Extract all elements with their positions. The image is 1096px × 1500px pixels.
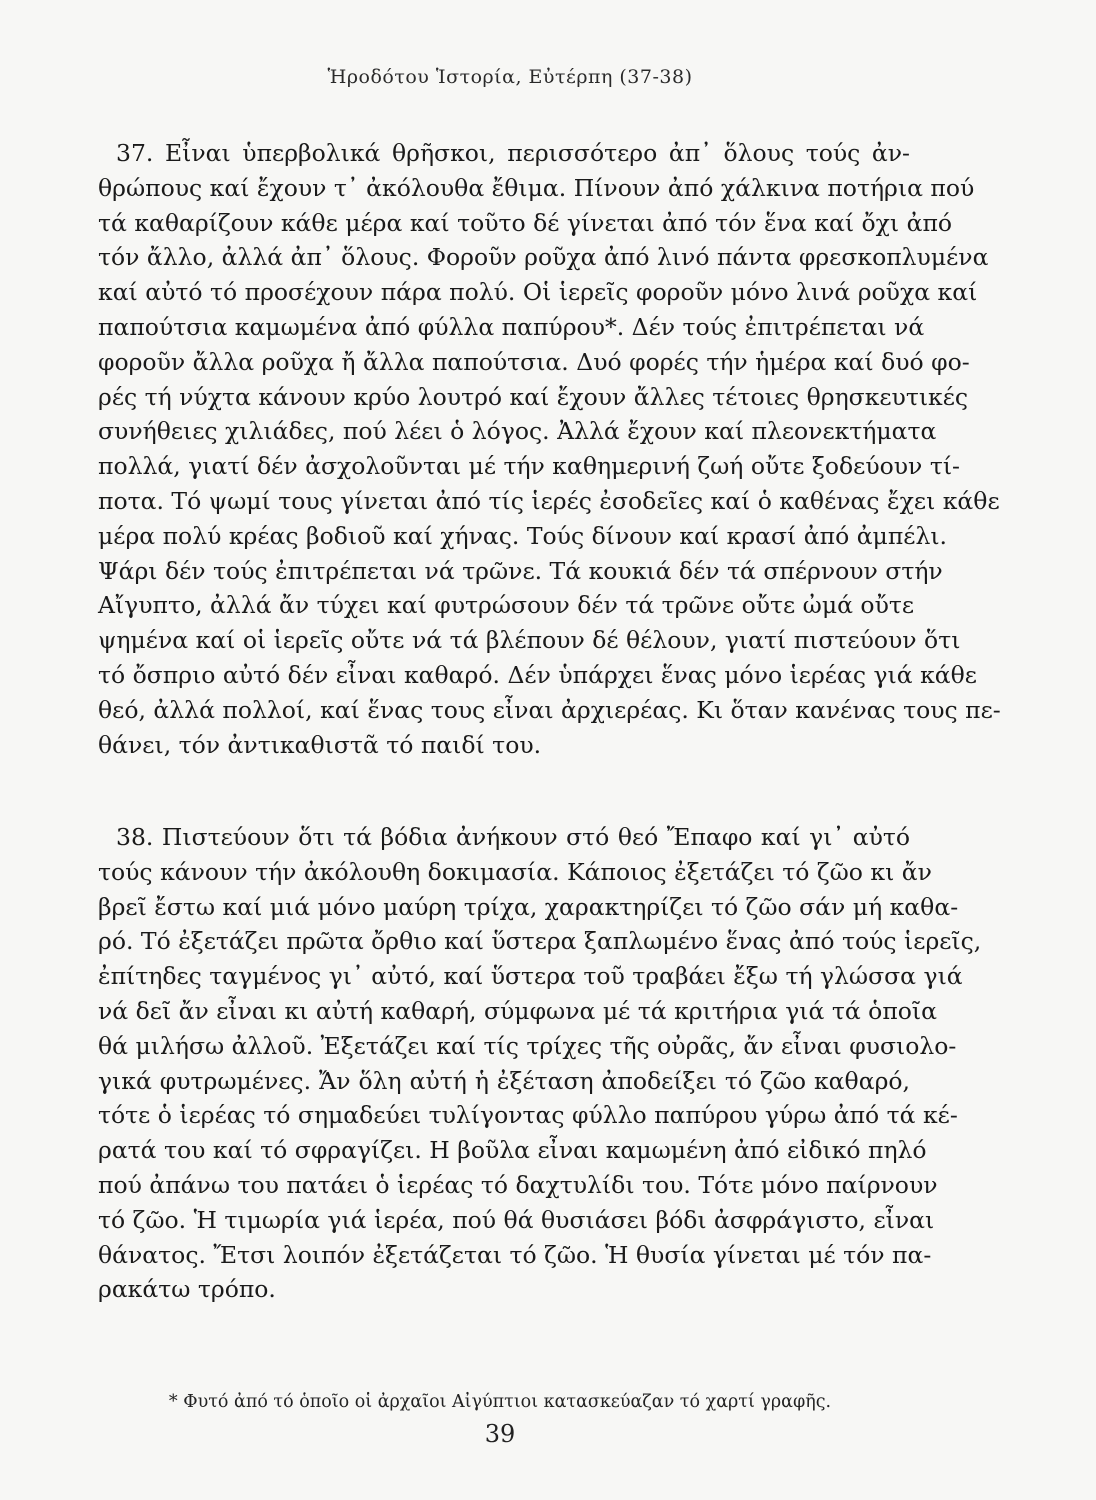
text-line: τά καθαρίζουν κάθε μέρα καί τοῦτο δέ γίνεται ἀπό τόν ἕνα καί ὄχι ἀπό [98,208,953,237]
text-line: ρακάτω τρόπο. [98,1275,276,1304]
text-line: ρατά του καί τό σφραγίζει. Η βοῦλα εἶναι καμωμένη ἀπό εἰδικό πηλό [98,1136,927,1165]
text-line: ρές τή νύχτα κάνουν κρύο λουτρό καί ἔχουν ἄλλες τέτοιες θρησκευτικές [98,382,969,411]
text-line: θεό, ἀλλά πολλοί, καί ἕνας τους εἶναι ἀρχιερέας. Κι ὅταν κανένας τους πε- [98,695,1001,724]
text-line: τό ὄσπριο αὐτό δέν εἶναι καθαρό. Δέν ὑπάρχει ἕνας μόνο ἱερέας γιά κάθε [98,660,977,689]
text-line: ψημένα καί οἱ ἱερεῖς οὔτε νά τά βλέπουν δέ θέλουν, γιατί πιστεύουν ὅτι [98,626,961,655]
paragraph-37 [98,136,1001,762]
text-line: καί αὐτό τό προσέχουν πάρα πολύ. Οἱ ἱερεῖς φοροῦν μόνο λινά ροῦχα καί [98,278,978,307]
text-line: 37. Εἶναι ὑπερβολικά θρῆσκοι, περισσότερο ἀπ᾽ ὅλους τούς ἀν- [116,139,910,167]
text-line: ποτα. Τό ψωμί τους γίνεται ἀπό τίς ἱερές ἐσοδεῖες καί ὁ καθένας ἔχει κάθε [98,486,1000,515]
text-line: μέρα πολύ κρέας βοδιοῦ καί χήνας. Τούς δίνουν καί κρασί ἀπό ἀμπέλι. [98,521,948,550]
section-37 [98,136,1001,762]
text-line: γικά φυτρωμένες. Ἄν ὅλη αὐτή ἡ ἐξέταση ἀποδείξει τό ζῶο καθαρό, [98,1066,910,1095]
text-line: παπούτσια καμωμένα ἀπό φύλλα παπύρου*. Δέν τούς ἐπιτρέπεται νά [98,312,925,341]
text-line: τούς κάνουν τήν ἀκόλουθη δοκιμασία. Κάποιος ἐξετάζει τό ζῶο κι ἄν [98,857,932,886]
text-line: νά δεῖ ἄν εἶναι κι αὐτή καθαρή, σύμφωνα μέ τά κριτήρια γιά τά ὁποῖα [98,996,938,1025]
footnote: * Φυτό ἀπό τό ὁποῖο οἱ ἀρχαῖοι Αἰγύπτιοι κατασκεύαζαν τό χαρτί γραφῆς. [168,1392,832,1412]
text-line: θάνει, τόν ἀντικαθιστᾶ τό παιδί του. [98,730,542,759]
section-38 [98,820,982,1307]
text-line: βρεῖ ἔστω καί μιά μόνο μαύρη τρίχα, χαρακτηρίζει τό ζῶο σάν μή καθα- [98,892,959,921]
text-line: συνήθειες χιλιάδες, πού λέει ὁ λόγος. Ἀλλά ἔχουν καί πλεονεκτήματα [98,417,937,446]
text-line: ρό. Τό ἐξετάζει πρῶτα ὄρθιο καί ὕστερα ξαπλωμένο ἕνας ἀπό τούς ἱερεῖς, [98,927,982,956]
text-line: τόν ἄλλο, ἀλλά ἀπ᾽ ὅλους. Φοροῦν ροῦχα ἀπό λινό πάντα φρεσκοπλυμένα [98,243,989,272]
paragraph-38 [98,820,982,1307]
text-line: θάνατος. Ἔτσι λοιπόν ἐξετάζεται τό ζῶο. Ἡ θυσία γίνεται μέ τόν πα- [98,1240,932,1269]
running-header: Ἡροδότου Ἱστορία, Εὐτέρπη (37-38) [327,66,693,88]
text-line: 38. Πιστεύουν ὅτι τά βόδια ἀνήκουν στό θεό Ἔπαφο καί γι᾽ αὐτό [116,823,910,851]
text-line: θά μιλήσω ἀλλοῦ. Ἐξετάζει καί τίς τρίχες τῆς οὐρᾶς, ἄν εἶναι φυσιολο- [98,1031,957,1060]
text-line: τό ζῶο. Ἡ τιμωρία γιά ἱερέα, πού θά θυσιάσει βόδι ἀσφράγιστο, εἶναι [98,1205,935,1234]
text-line: φοροῦν ἄλλα ροῦχα ἤ ἄλλα παπούτσια. Δυό φορές τήν ἡμέρα καί δυό φο- [98,347,970,376]
text-line: πολλά, γιατί δέν ἀσχολοῦνται μέ τήν καθημερινή ζωή οὔτε ξοδεύουν τί- [98,452,960,481]
text-line: θρώπους καί ἔχουν τ᾽ ἀκόλουθα ἔθιμα. Πίνουν ἀπό χάλκινα ποτήρια πού [98,173,975,202]
text-line: ἐπίτηδες ταγμένος γι᾽ αὐτό, καί ὕστερα τοῦ τραβάει ἔξω τή γλώσσα γιά [98,962,963,991]
page-number: 39 [484,1420,516,1448]
show-through-text [560,40,566,64]
text-line: Αἴγυπτο, ἀλλά ἄν τύχει καί φυτρώσουν δέν τά τρῶνε οὔτε ὠμά οὔτε [98,591,915,620]
text-line: Ψάρι δέν τούς ἐπιτρέπεται νά τρῶνε. Τά κουκιά δέν τά σπέρνουν στήν [98,556,943,585]
text-line: τότε ὁ ἱερέας τό σημαδεύει τυλίγοντας φύλλο παπύρου γύρω ἀπό τά κέ- [98,1101,958,1130]
text-line: πού ἀπάνω του πατάει ὁ ἱερέας τό δαχτυλίδι του. Τότε μόνο παίρνουν [98,1170,938,1199]
